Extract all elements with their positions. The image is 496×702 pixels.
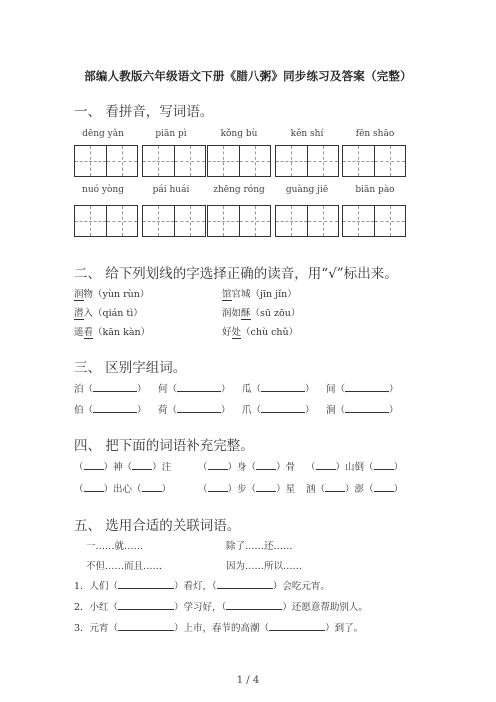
q-text: ）学习好，（ — [174, 602, 227, 613]
idiom-item-6[interactable]: 汹（ ）澎（ ） — [306, 484, 404, 495]
pronunciation-options: （chù chǔ） — [241, 327, 299, 338]
writing-grid[interactable] — [342, 205, 406, 237]
pinyin-7: pái huái — [152, 185, 190, 195]
idiom-item-1[interactable]: （ ）神（ ）注 — [74, 462, 172, 473]
page-number: 1 / 4 — [236, 675, 260, 686]
pronunciation-item-1[interactable] — [74, 286, 149, 300]
char: 爪 — [242, 405, 252, 416]
pronunciation-item-2[interactable] — [222, 286, 297, 300]
idiom-char: 星 — [285, 484, 296, 495]
writing-grid[interactable] — [207, 145, 271, 177]
word-prefix: 遥 — [74, 327, 84, 338]
conjunction-option: 因为……所以…… — [226, 561, 303, 572]
writing-grid[interactable] — [74, 145, 138, 177]
pinyin-4: kěn shí — [290, 129, 324, 139]
section-2-heading: 二、 给下列划线的字选择正确的读音，用“√”标出来。 — [74, 266, 398, 282]
pinyin-3: kǒng bù — [220, 129, 258, 139]
underlined-char: 馆 — [222, 289, 232, 300]
pinyin-8: zhēng róng — [213, 185, 265, 195]
q-text: 2．小红（ — [74, 602, 119, 613]
idiom-char: 步 — [237, 484, 247, 495]
word-group-item[interactable]: 瓜（ ） — [242, 384, 315, 395]
idiom-char: 山倒 — [345, 462, 365, 473]
idiom-char: 神 — [113, 462, 123, 473]
conjunction-option: 一……就…… — [86, 541, 144, 552]
q-text: ）会吃元宵。 — [272, 581, 330, 592]
q-text: ）还愿意帮助别人。 — [282, 602, 368, 613]
idiom-char: 注 — [161, 462, 172, 473]
question-3[interactable] — [74, 620, 363, 634]
word-prefix: 好 — [222, 327, 232, 338]
char: 何 — [158, 384, 168, 395]
underlined-char: 看 — [83, 327, 94, 338]
pinyin-9: guàng jiē — [285, 185, 329, 195]
pronunciation-item-4[interactable] — [222, 305, 300, 319]
underlined-char: 润 — [74, 289, 84, 300]
question-2[interactable] — [74, 599, 368, 613]
pronunciation-options: 物（yùn rùn） — [83, 289, 150, 300]
q-text: 3．元宵（ — [74, 623, 119, 634]
pinyin-5: fēn shāo — [355, 129, 395, 139]
word-prefix: 润如 — [222, 308, 242, 319]
idiom-item-3[interactable]: （ ）山倒（ ） — [306, 462, 404, 473]
pinyin-10: biān pào — [355, 185, 395, 195]
word-group-item[interactable]: 何（ ） — [158, 384, 231, 395]
word-group-item[interactable]: 泊（ ） — [74, 384, 147, 395]
idiom-char: 出心 — [113, 484, 133, 495]
section-5-heading: 五、 选用合适的关联词语。 — [74, 518, 241, 534]
word-group-item[interactable]: 间（ ） — [326, 384, 399, 395]
section-1-heading: 一、 看拼音，写词语。 — [74, 104, 214, 120]
idiom-char: 身 — [237, 462, 247, 473]
conjunction-option: 不但……而且…… — [86, 561, 163, 572]
writing-grid[interactable] — [142, 145, 206, 177]
pronunciation-item-5[interactable] — [74, 324, 150, 338]
q-text: ）看灯，（ — [174, 581, 217, 592]
char: 间 — [326, 384, 336, 395]
underlined-char: 潜 — [74, 308, 84, 319]
pronunciation-options: （kān kàn） — [93, 327, 151, 338]
pronunciation-options: （sū zōu） — [250, 308, 301, 319]
char: 泊 — [74, 384, 84, 395]
idiom-item-2[interactable]: （ ）身（ ）骨 — [198, 462, 296, 473]
char: 荷 — [158, 405, 168, 416]
pinyin-2: piān pì — [155, 129, 187, 139]
idiom-item-4[interactable]: （ ）出心（ ） — [74, 484, 172, 495]
conjunction-option: 除了……还…… — [226, 541, 293, 552]
writing-grid[interactable] — [207, 205, 271, 237]
underlined-char: 酥 — [241, 308, 251, 319]
document-title: 部编人教版六年级语文下册《腊八粥》同步练习及答案（完整） — [84, 69, 412, 83]
pronunciation-options: 入（qián tì） — [83, 308, 143, 319]
writing-grid[interactable] — [74, 205, 138, 237]
writing-grid[interactable] — [275, 205, 339, 237]
section-4-heading: 四、 把下面的词语补充完整。 — [74, 438, 254, 454]
writing-grid[interactable] — [342, 145, 406, 177]
q-text: 1．人们（ — [74, 581, 119, 592]
pronunciation-item-6[interactable] — [222, 324, 298, 338]
word-group-item[interactable]: 伯（ ） — [74, 405, 147, 416]
pinyin-1: dēng yǎn — [82, 129, 124, 139]
pinyin-6: nuó yòng — [82, 185, 124, 195]
char: 瓜 — [242, 384, 252, 395]
underlined-char: 处 — [231, 327, 242, 338]
q-text: ）上市，春节的高潮（ — [174, 623, 270, 634]
idiom-char: 汹 — [306, 484, 316, 495]
char: 伯 — [74, 405, 84, 416]
idiom-item-5[interactable]: （ ）步（ ）星 — [198, 484, 296, 495]
writing-grid[interactable] — [142, 205, 206, 237]
pronunciation-options: 官城（jīn jǐn） — [231, 289, 297, 300]
section-3-heading: 三、 区别字组词。 — [74, 360, 187, 376]
word-group-item[interactable]: 涧（ ） — [326, 405, 399, 416]
question-1[interactable] — [74, 578, 330, 592]
word-group-item[interactable]: 爪（ ） — [242, 405, 315, 416]
word-group-item[interactable]: 荷（ ） — [158, 405, 231, 416]
idiom-char: 骨 — [285, 462, 296, 473]
q-text: ）到了。 — [325, 623, 364, 634]
idiom-char: 澎 — [354, 484, 365, 495]
char: 涧 — [326, 405, 336, 416]
writing-grid[interactable] — [275, 145, 339, 177]
pronunciation-item-3[interactable] — [74, 305, 143, 319]
